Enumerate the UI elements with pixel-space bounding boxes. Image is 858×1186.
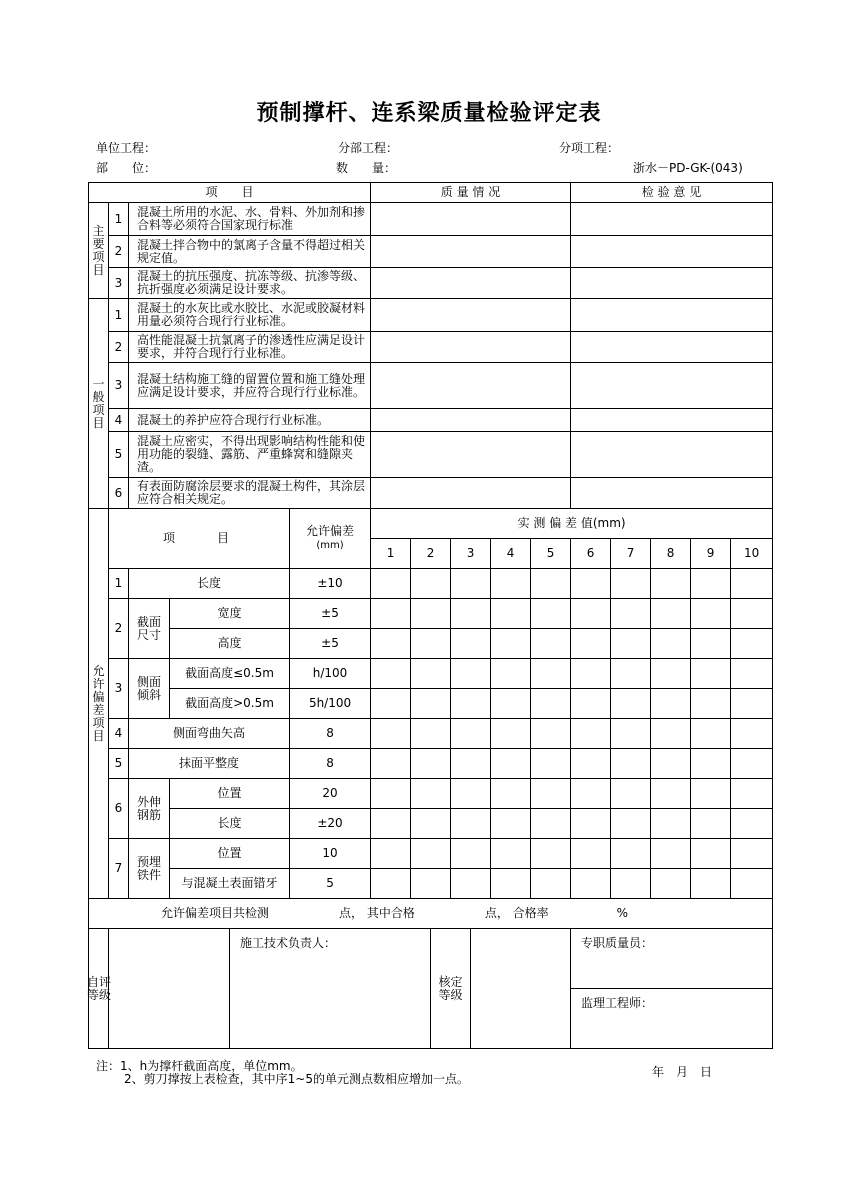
note-1: 注：1、h为撑杆截面高度，单位mm。 <box>96 1059 303 1073</box>
measured-cell[interactable] <box>651 869 691 899</box>
measured-cell[interactable] <box>451 629 491 659</box>
measured-cell[interactable] <box>691 809 731 839</box>
measured-cell[interactable] <box>371 809 411 839</box>
deviation-row <box>89 659 773 689</box>
col-tolerance: 允许偏差 (mm) <box>290 509 371 569</box>
location-label: 部 位： <box>96 161 157 175</box>
measured-cell[interactable] <box>571 689 611 719</box>
row-tolerance: 8 <box>290 749 371 779</box>
deviation-row <box>89 599 773 629</box>
measured-cell[interactable] <box>411 629 451 659</box>
measured-cell[interactable] <box>651 659 691 689</box>
measured-cell[interactable] <box>611 809 651 839</box>
measured-cell[interactable] <box>611 779 651 809</box>
measured-cell[interactable] <box>611 599 651 629</box>
deviation-row <box>89 749 773 779</box>
col-opinion: 检 验 意 见 <box>571 183 773 203</box>
measured-cell[interactable] <box>531 689 571 719</box>
measured-cell[interactable] <box>371 749 411 779</box>
row-no: 7 <box>109 839 129 899</box>
measured-cell[interactable] <box>491 869 531 899</box>
measured-cell[interactable] <box>411 719 451 749</box>
measured-cell[interactable] <box>371 869 411 899</box>
quantity-label: 数 量： <box>336 161 397 175</box>
measured-cell[interactable] <box>571 809 611 839</box>
measured-cell[interactable] <box>491 659 531 689</box>
subitem-project-label: 分项工程： <box>559 141 620 155</box>
measured-cell[interactable] <box>611 629 651 659</box>
measured-cell[interactable] <box>491 569 531 599</box>
measured-cell[interactable] <box>491 809 531 839</box>
point-header: 3 <box>451 539 491 569</box>
measured-cell[interactable] <box>571 719 611 749</box>
measured-cell[interactable] <box>411 779 451 809</box>
row-item: 长度 <box>170 809 290 839</box>
general-items-label: 一般项目 <box>89 299 109 509</box>
measured-cell[interactable] <box>451 869 491 899</box>
self-grade-label: 自评等级 <box>89 929 109 1049</box>
row-item: 抹面平整度 <box>129 749 290 779</box>
measured-cell[interactable] <box>691 629 731 659</box>
measured-cell[interactable] <box>451 779 491 809</box>
division-project-label: 分部工程： <box>338 141 399 155</box>
deviation-row <box>89 779 773 809</box>
inspection-items-table <box>88 182 773 509</box>
measured-cell[interactable] <box>451 839 491 869</box>
measured-cell[interactable] <box>531 659 571 689</box>
row-item: 高度 <box>170 629 290 659</box>
opinion-cell[interactable] <box>571 432 773 478</box>
measured-cell[interactable] <box>691 719 731 749</box>
measured-cell[interactable] <box>411 569 451 599</box>
measured-cell[interactable] <box>731 599 773 629</box>
measured-cell[interactable] <box>571 599 611 629</box>
measured-cell[interactable] <box>651 779 691 809</box>
row-item: 宽度 <box>170 599 290 629</box>
measured-cell[interactable] <box>531 569 571 599</box>
item-no: 3 <box>109 268 129 299</box>
item-no: 4 <box>109 409 129 432</box>
measured-cell[interactable] <box>371 599 411 629</box>
measured-cell[interactable] <box>451 749 491 779</box>
measured-cell[interactable] <box>611 869 651 899</box>
row-tolerance: 5h/100 <box>290 689 371 719</box>
measured-cell[interactable] <box>611 839 651 869</box>
verify-grade-cell[interactable] <box>471 929 571 1049</box>
deviation-items-label: 允许偏差项目 <box>89 509 109 899</box>
row-tolerance: 5 <box>290 869 371 899</box>
quality-officer-field[interactable]: 专职质量员： <box>571 929 773 989</box>
measured-cell[interactable] <box>411 839 451 869</box>
measured-cell[interactable] <box>531 869 571 899</box>
measured-cell[interactable] <box>651 839 691 869</box>
measured-cell[interactable] <box>571 659 611 689</box>
quality-cell[interactable] <box>371 299 571 332</box>
measured-cell[interactable] <box>371 839 411 869</box>
col-quality: 质 量 情 况 <box>371 183 571 203</box>
item-text: 混凝土应密实，不得出现影响结构性能和使用功能的裂缝、露筋、严重蜂窝和缝隙夹渣。 <box>129 432 371 478</box>
measured-cell[interactable] <box>491 689 531 719</box>
row-item: 位置 <box>170 839 290 869</box>
point-header: 4 <box>491 539 531 569</box>
deviation-row <box>89 569 773 599</box>
row-no: 4 <box>109 719 129 749</box>
unit-project-label: 单位工程： <box>96 141 157 155</box>
row-no: 2 <box>109 599 129 659</box>
verify-grade-label: 核定等级 <box>431 929 471 1049</box>
row-no: 5 <box>109 749 129 779</box>
measured-cell[interactable] <box>691 689 731 719</box>
point-header: 1 <box>371 539 411 569</box>
measured-cell[interactable] <box>651 569 691 599</box>
measured-cell[interactable] <box>611 719 651 749</box>
quality-cell[interactable] <box>371 478 571 509</box>
item-no: 2 <box>109 236 129 268</box>
item-text: 混凝土的抗压强度、抗冻等级、抗渗等级、抗折强度必须满足设计要求。 <box>129 268 371 299</box>
row-group: 截面尺寸 <box>129 599 170 659</box>
quality-cell[interactable] <box>371 268 571 299</box>
measured-cell[interactable] <box>451 719 491 749</box>
measured-cell[interactable] <box>531 719 571 749</box>
item-text: 高性能混凝土抗氯离子的渗透性应满足设计要求，并符合现行行业标准。 <box>129 332 371 363</box>
measured-cell[interactable] <box>731 689 773 719</box>
row-item: 侧面弯曲矢高 <box>129 719 290 749</box>
measured-cell[interactable] <box>651 629 691 659</box>
item-text: 混凝土结构施工缝的留置位置和施工缝处理应满足设计要求，并应符合现行行业标准。 <box>129 363 371 409</box>
point-header: 10 <box>731 539 773 569</box>
measured-cell[interactable] <box>491 599 531 629</box>
measured-cell[interactable] <box>371 569 411 599</box>
measured-cell[interactable] <box>531 599 571 629</box>
row-item: 与混凝土表面错牙 <box>170 869 290 899</box>
item-no: 1 <box>109 203 129 236</box>
item-text: 混凝土拌合物中的氯离子含量不得超过相关规定值。 <box>129 236 371 268</box>
quality-cell[interactable] <box>371 409 571 432</box>
measured-cell[interactable] <box>491 779 531 809</box>
summary-pass-label: 点， 其中合格 <box>339 906 415 920</box>
item-text: 有表面防腐涂层要求的混凝土构件，其涂层应符合相关规定。 <box>129 478 371 509</box>
measured-cell[interactable] <box>731 869 773 899</box>
measured-cell[interactable] <box>411 749 451 779</box>
row-tolerance: ±5 <box>290 599 371 629</box>
item-no: 5 <box>109 432 129 478</box>
item-text: 混凝土所用的水泥、水、骨料、外加剂和掺合料等必须符合国家现行标准 <box>129 203 371 236</box>
point-header: 6 <box>571 539 611 569</box>
measured-cell[interactable] <box>411 869 451 899</box>
measured-cell[interactable] <box>451 599 491 629</box>
measured-cell[interactable] <box>531 629 571 659</box>
point-header: 8 <box>651 539 691 569</box>
form-code: 浙水－PD-GK-(043) <box>633 161 743 175</box>
measured-cell[interactable] <box>691 599 731 629</box>
item-no: 3 <box>109 363 129 409</box>
measured-cell[interactable] <box>411 689 451 719</box>
quality-cell[interactable] <box>371 332 571 363</box>
main-items-label: 主要项目 <box>89 203 109 299</box>
opinion-cell[interactable] <box>571 363 773 409</box>
row-tolerance: h/100 <box>290 659 371 689</box>
measured-cell[interactable] <box>731 569 773 599</box>
note-2: 2、剪刀撑按上表检查，其中序1~5的单元测点数相应增加一点。 <box>124 1072 469 1086</box>
summary-row <box>89 899 773 929</box>
deviation-row <box>89 869 773 899</box>
measured-cell[interactable] <box>731 809 773 839</box>
measured-cell[interactable] <box>531 839 571 869</box>
summary-total-label: 允许偏差项目共检测 <box>161 906 270 920</box>
opinion-cell[interactable] <box>571 409 773 432</box>
quality-cell[interactable] <box>371 432 571 478</box>
measured-cell[interactable] <box>371 689 411 719</box>
row-tolerance: 20 <box>290 779 371 809</box>
deviation-row <box>89 719 773 749</box>
opinion-cell[interactable] <box>571 268 773 299</box>
measured-cell[interactable] <box>491 749 531 779</box>
measured-cell[interactable] <box>691 659 731 689</box>
measured-cell[interactable] <box>611 569 651 599</box>
deviation-row <box>89 809 773 839</box>
item-no: 6 <box>109 478 129 509</box>
point-header: 7 <box>611 539 651 569</box>
measured-cell[interactable] <box>451 569 491 599</box>
row-group: 预埋铁件 <box>129 839 170 899</box>
row-no: 1 <box>109 569 129 599</box>
measured-cell[interactable] <box>691 869 731 899</box>
measured-cell[interactable] <box>411 809 451 839</box>
col-item: 项 目 <box>89 183 371 203</box>
measured-cell[interactable] <box>731 629 773 659</box>
item-no: 1 <box>109 299 129 332</box>
measured-cell[interactable] <box>611 689 651 719</box>
quality-cell[interactable] <box>371 363 571 409</box>
measured-cell[interactable] <box>491 839 531 869</box>
measured-cell[interactable] <box>651 809 691 839</box>
item-text: 混凝土的养护应符合现行行业标准。 <box>129 409 371 432</box>
self-grade-cell[interactable] <box>109 929 230 1049</box>
measured-cell[interactable] <box>451 659 491 689</box>
row-item: 位置 <box>170 779 290 809</box>
measured-cell[interactable] <box>731 779 773 809</box>
measured-cell[interactable] <box>651 689 691 719</box>
measured-cell[interactable] <box>651 719 691 749</box>
measured-cell[interactable] <box>731 839 773 869</box>
col-measured: 实 测 偏 差 值(mm) <box>371 509 773 539</box>
row-group: 外伸钢筋 <box>129 779 170 839</box>
opinion-cell[interactable] <box>571 203 773 236</box>
point-header: 5 <box>531 539 571 569</box>
summary-percent: % <box>616 906 629 920</box>
row-group: 侧面倾斜 <box>129 659 170 719</box>
row-item: 截面高度≤0.5m <box>170 659 290 689</box>
measured-cell[interactable] <box>611 749 651 779</box>
measured-cell[interactable] <box>371 719 411 749</box>
deviation-row <box>89 629 773 659</box>
measured-cell[interactable] <box>571 839 611 869</box>
page-title: 预制撑杆、连系梁质量检验评定表 <box>256 101 602 126</box>
measured-cell[interactable] <box>371 659 411 689</box>
row-item: 截面高度>0.5m <box>170 689 290 719</box>
item-no: 2 <box>109 332 129 363</box>
measured-cell[interactable] <box>571 629 611 659</box>
opinion-cell[interactable] <box>571 332 773 363</box>
measured-cell[interactable] <box>571 569 611 599</box>
row-tolerance: ±5 <box>290 629 371 659</box>
deviation-row <box>89 689 773 719</box>
measured-cell[interactable] <box>651 749 691 779</box>
measured-cell[interactable] <box>571 779 611 809</box>
measured-cell[interactable] <box>411 659 451 689</box>
quality-cell[interactable] <box>371 203 571 236</box>
measured-cell[interactable] <box>731 719 773 749</box>
measured-cell[interactable] <box>451 689 491 719</box>
measured-cell[interactable] <box>531 809 571 839</box>
measured-cell[interactable] <box>731 659 773 689</box>
measured-cell[interactable] <box>371 629 411 659</box>
measured-cell[interactable] <box>531 779 571 809</box>
opinion-cell[interactable] <box>571 236 773 268</box>
opinion-cell[interactable] <box>571 299 773 332</box>
tech-lead-field[interactable]: 施工技术负责人： <box>230 929 431 1049</box>
measured-cell[interactable] <box>571 869 611 899</box>
measured-cell[interactable] <box>531 749 571 779</box>
row-tolerance: 10 <box>290 839 371 869</box>
measured-cell[interactable] <box>691 569 731 599</box>
date-label: 年 月 日 <box>652 1065 713 1079</box>
point-header: 9 <box>691 539 731 569</box>
row-item: 长度 <box>129 569 290 599</box>
measured-cell[interactable] <box>731 749 773 779</box>
row-no: 3 <box>109 659 129 719</box>
deviation-table <box>88 508 773 899</box>
supervisor-field[interactable]: 监理工程师： <box>571 989 773 1049</box>
measured-cell[interactable] <box>691 779 731 809</box>
opinion-cell[interactable] <box>571 478 773 509</box>
measured-cell[interactable] <box>691 749 731 779</box>
measured-cell[interactable] <box>451 809 491 839</box>
col-item: 项 目 <box>109 509 290 569</box>
measured-cell[interactable] <box>571 749 611 779</box>
measured-cell[interactable] <box>651 599 691 629</box>
measured-cell[interactable] <box>691 839 731 869</box>
row-tolerance: 8 <box>290 719 371 749</box>
row-no: 6 <box>109 779 129 839</box>
point-header: 2 <box>411 539 451 569</box>
row-tolerance: ±20 <box>290 809 371 839</box>
measured-cell[interactable] <box>491 719 531 749</box>
measured-cell[interactable] <box>611 659 651 689</box>
measured-cell[interactable] <box>371 779 411 809</box>
deviation-row <box>89 839 773 869</box>
measured-cell[interactable] <box>491 629 531 659</box>
item-text: 混凝土的水灰比或水胶比、水泥或胶凝材料用量必须符合现行行业标准。 <box>129 299 371 332</box>
measured-cell[interactable] <box>411 599 451 629</box>
summary-rate-label: 点， 合格率 <box>484 906 549 920</box>
row-tolerance: ±10 <box>290 569 371 599</box>
quality-cell[interactable] <box>371 236 571 268</box>
signoff-table <box>88 898 773 1049</box>
